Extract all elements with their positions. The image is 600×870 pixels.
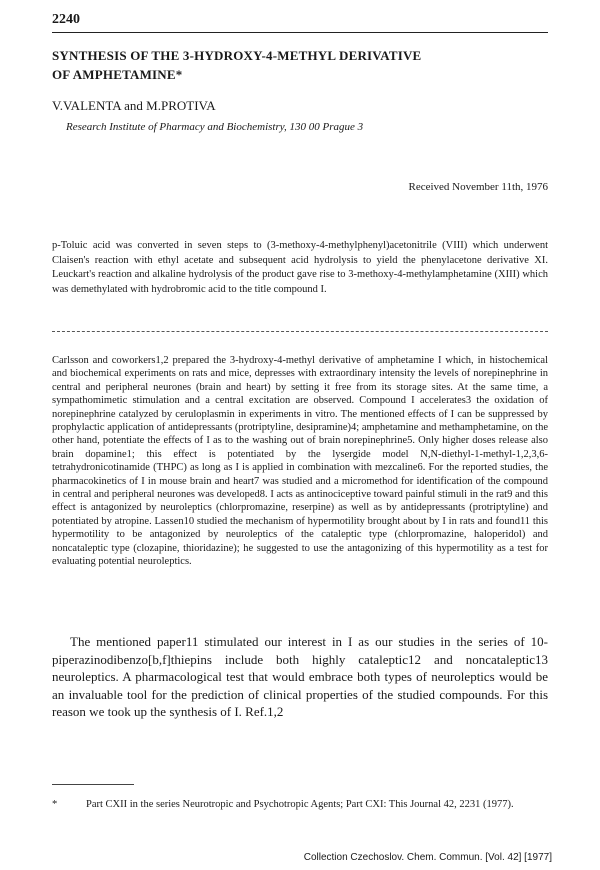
footnote: [52, 798, 548, 811]
page-number: 2240: [52, 12, 80, 27]
author-names: V.VALENTA and M.PROTIVA: [52, 98, 216, 113]
footnote-divider: [52, 784, 134, 785]
body-paragraph-2: The mentioned paper11 stimulated our interest in I as our studies in the series of 10-piperazinodibenzo[b,f]thiepins include both highly cataleptic12 and noncataleptic13 neuroleptics. A pharmacological test that would embrace both types of neuroleptics would be an invaluable tool for the prediction of clinical properties of the studied compounds. For this reason we took up the synthesis of I. Ref.1,2: [52, 634, 548, 719]
journal-reference: Collection Czechoslov. Chem. Commun. [Vol. 42] [1977]: [303, 852, 552, 863]
footnote-text: Part CXII in the series Neurotropic and Psychotropic Agents; Part CXI: This Journal 42, 2231 (1977).: [86, 799, 514, 810]
title-line-1: SYNTHESIS OF THE 3-HYDROXY-4-METHYL DERIVATIVE: [52, 48, 422, 63]
body-paragraph-1: Carlsson and coworkers1,2 prepared the 3-hydroxy-4-methyl derivative of amphetamine I which, in histochemical and biochemical experiments on rats and mice, depresses with extraordinary intensity the levels of norepinephrine in central and peripheral neurones (brain and heart) by setting it free from its storage sites. At the same time, a sympathomimetic stimulation and a central excitation are observed. Compound I accelerates3 the oxidation of norepinephrine catalyzed by ceruloplasmin in experiments in vitro. The mentioned effects of I can be suppressed by prophylactic application of antidepressants (protriptyline, desipramine)4; amphetamine and methamphetamine, on the other hand, potentiate the effects of I as to the washing out of brain norepinephrine5. Only higher doses release also brain dopamine1; this effect is potentiated by the lysergide model N,N-diethyl-1-methyl-1,2,3,6-tetrahydronicotinamide (THPC) as long as I is applied in combination with mezcaline6. For the reported studies, the pharmacokinetics of I in mouse brain and heart7 was studied and a micromethod for identification of the compound in central and peripheral neurones was developed8. I acts as antinociceptive toward painful stimuli in the rat9 and this effect is antagonized by neuroleptics (chlorpromazine, reserpine) as well as by antidepressants (protriptyline) and potentiated by atropine. Lassen10 studied the mechanism of hypermotility brought about by I in rats and found11 this hypermotility to be antagonized by neuroleptics of the cataleptic type (chlorpromazine, haloperidol) and noncataleptic type (clozapine, thioridazine); he suggested to use the antagonizing of this hypermotility as a test for evaluating potential neuroleptics.: [52, 355, 548, 568]
abstract: p-Toluic acid was converted in seven steps to (3-methoxy-4-methylphenyl)acetonitrile (VIII) which underwent Claisen's reaction with ethyl acetate and subsequent acid hydrolysis to yield the phenylacetone derivative XI. Leuckart's reaction and alkaline hydrolysis of the product gave rise to 3-methoxy-4-methylamphetamine (XIII) which was demethylated with hydrobromic acid to the title compound I.: [52, 240, 548, 295]
author-affiliation: Research Institute of Pharmacy and Biochemistry, 130 00 Prague 3: [66, 121, 364, 133]
footnote-mark: *: [52, 799, 58, 810]
received-date: Received November 11th, 1976: [408, 181, 548, 193]
title-line-2: OF AMPHETAMINE*: [52, 67, 183, 82]
abstract-divider: [52, 331, 548, 332]
header-rule: [52, 32, 548, 33]
article-title: [52, 46, 548, 84]
